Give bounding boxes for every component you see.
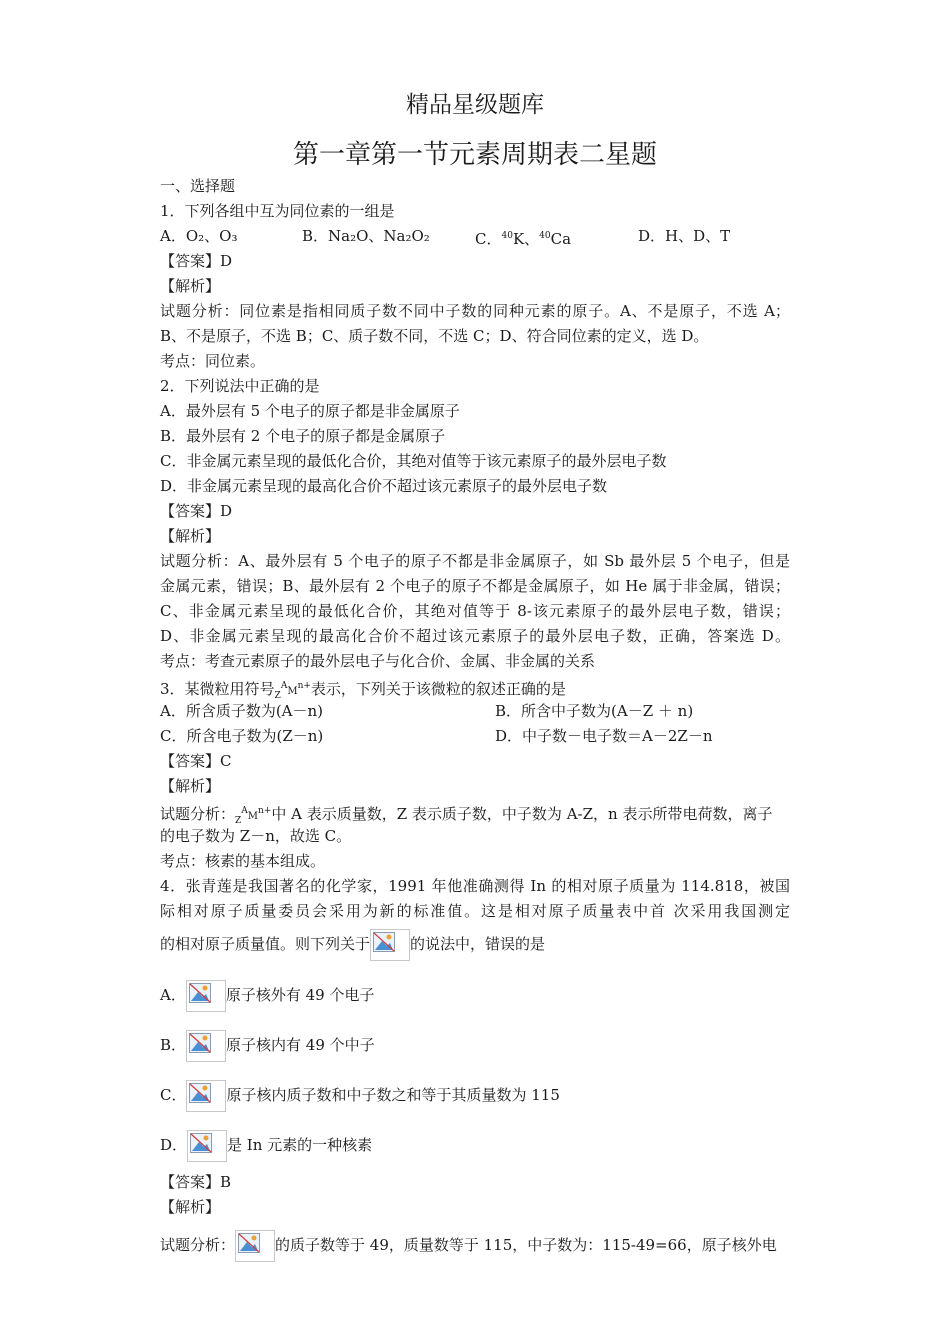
q4-stem-start: 的相对原子质量值。则下列关于 (160, 935, 371, 953)
section-heading: 一、选择题 (160, 177, 236, 195)
q3-point: 考点：核素的基本组成。 (160, 852, 326, 870)
page-title: 精品星级题库 (406, 92, 544, 118)
q3-analysis-line: 的电子数为 Z－n，故选 C。 (160, 827, 352, 845)
q3-analysis-symbol-a: A (241, 806, 248, 816)
q3-symbol-m: M (287, 686, 298, 697)
q4-option-a-text: 原子核外有 49 个电子 (225, 986, 375, 1004)
q4-option-a (160, 980, 374, 1012)
q4-option-c (160, 1080, 560, 1112)
q1-point: 考点：同位素。 (160, 352, 266, 370)
q4-stem-line (160, 929, 545, 961)
q4-option-d-text: 是 In 元素的一种核素 (227, 1136, 373, 1154)
q4-option-a-label: A． (160, 986, 186, 1004)
q4-option-d-label: D． (160, 1136, 188, 1154)
q1-answer: 【答案】D (160, 252, 233, 270)
q3-stem-end: 表示，下列关于该微粒的叙述正确的是 (310, 680, 566, 698)
broken-image-icon (187, 1130, 227, 1162)
q3-option-a: A．所含质子数为(A－n) (160, 702, 324, 720)
q4-option-b (160, 1030, 375, 1062)
q3-symbol-a: A (280, 681, 288, 691)
q4-analysis-tail: 的质子数等于 49，质量数等于 115，中子数为：115-49=66，原子核外电 (275, 1236, 777, 1254)
q3-option-c: C．所含电子数为(Z－n) (160, 727, 324, 745)
q2-analysis-line: D、非金属元素呈现的最高化合价不超过该元素原子的最外层电子数，正确，答案选 D。 (160, 627, 790, 645)
q2-option-a: A．最外层有 5 个电子的原子都是非金属原子 (160, 402, 460, 420)
q4-option-b-label: B． (160, 1036, 187, 1054)
q4-stem-end: 的说法中，错误的是 (410, 935, 546, 953)
broken-image-icon (370, 929, 410, 961)
q2-analysis-line: 金属元素，错误；B、最外层有 2 个电子的原子不都是金属原子，如 He 属于非金属，错误； (160, 577, 790, 595)
q2-analysis-line: C、非金属元素呈现的最低化合价，其绝对值等于 8-该元素原子的最外层电子数，错误； (160, 602, 790, 620)
q1-analysis-line: 试题分析：同位素是指相同质子数不同中子数的同种元素的原子。A、不是原子，不选 A； (160, 302, 790, 320)
q3-analysis-heading: 【解析】 (160, 777, 221, 795)
q1-option-c (475, 226, 571, 249)
q2-option-c: C．非金属元素呈现的最低化合价，其绝对值等于该元素原子的最外层电子数 (160, 452, 667, 470)
broken-image-icon (186, 1080, 226, 1112)
q1-option-c-end: Ca (550, 230, 572, 248)
q4-answer: 【答案】B (160, 1173, 232, 1191)
q1-option-c-prefix: C． (475, 230, 502, 248)
q3-option-d: D．中子数－电子数＝A－2Z－n (495, 727, 713, 745)
broken-image-icon (186, 1030, 226, 1062)
broken-image-icon (235, 1230, 275, 1262)
q1-stem: 1．下列各组中互为同位素的一组是 (160, 202, 395, 220)
q4-analysis-head: 试题分析： (160, 1236, 236, 1254)
q3-analysis-tail: 中 A 表示质量数，Z 表示质子数，中子数为 A-Z，n 表示所带电荷数，离子 (271, 805, 773, 823)
q2-option-b: B．最外层有 2 个电子的原子都是金属原子 (160, 427, 446, 445)
q3-symbol-charge: n+ (297, 681, 311, 691)
q2-stem: 2．下列说法中正确的是 (160, 377, 320, 395)
q1-option-c-sup1: 40 (501, 231, 513, 241)
q2-analysis-heading: 【解析】 (160, 527, 221, 545)
q3-analysis-head: 试题分析： (160, 805, 236, 823)
q4-analysis-heading: 【解析】 (160, 1198, 221, 1216)
q1-option-c-mid: K、 (512, 230, 540, 248)
q3-option-b: B．所含中子数为(A－Z ＋ n) (495, 702, 694, 720)
q2-point: 考点：考查元素原子的最外层电子与化合价、金属、非金属的关系 (160, 652, 596, 670)
q2-analysis-line: 试题分析：A、最外层有 5 个电子的原子不都是非金属原子，如 Sb 最外层 5 个电子，但是 (160, 552, 790, 570)
q3-stem-start: 3．某微粒用符号 (160, 680, 275, 698)
q4-stem-line: 4．张青莲是我国著名的化学家，1991 年他准确测得 In 的相对原子质量为 114.818，被国 (160, 877, 790, 895)
q3-symbol (274, 680, 311, 701)
q1-option-d: D．H、D、T (638, 227, 731, 245)
q1-option-a: A．O₂、O₃ (160, 227, 238, 245)
q2-option-d: D．非金属元素呈现的最高化合价不超过该元素原子的最外层电子数 (160, 477, 608, 495)
q3-analysis-symbol-z: Z (235, 816, 242, 826)
q3-analysis-symbol (235, 805, 272, 826)
q1-analysis-line: B、不是原子，不选 B；C、质子数不同，不选 C；D、符合同位素的定义，选 D。 (160, 327, 709, 345)
q4-option-c-text: 原子核内质子数和中子数之和等于其质量数为 115 (226, 1086, 560, 1104)
q4-analysis-line (160, 1230, 777, 1262)
broken-image-icon (186, 980, 226, 1012)
q3-symbol-z: Z (274, 691, 281, 701)
q1-analysis-heading: 【解析】 (160, 277, 221, 295)
q2-answer: 【答案】D (160, 502, 233, 520)
q1-option-b: B．Na₂O、Na₂O₂ (302, 227, 430, 245)
chapter-title: 第一章第一节元素周期表二星题 (292, 140, 657, 170)
q1-option-c-sup2: 40 (539, 231, 551, 241)
q3-analysis-symbol-charge: n+ (258, 806, 272, 816)
q4-option-c-label: C． (160, 1086, 187, 1104)
q3-analysis-symbol-m: M (247, 811, 259, 822)
q4-option-d (160, 1130, 372, 1162)
q4-stem-line: 际相对原子质量委员会采用为新的标准值。这是相对原子质量表中首 次采用我国测定 (160, 902, 790, 920)
q3-answer: 【答案】C (160, 752, 232, 770)
q4-option-b-text: 原子核内有 49 个中子 (226, 1036, 375, 1054)
